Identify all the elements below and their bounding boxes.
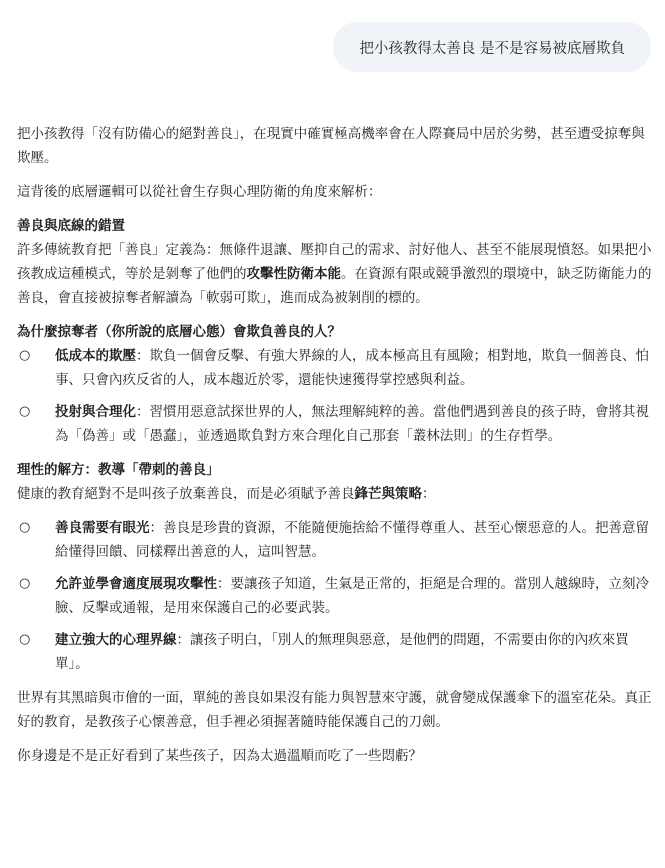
list-item <box>17 400 653 448</box>
list-item <box>17 516 653 564</box>
list-item-title: 低成本的欺壓 <box>55 348 136 364</box>
list-item-text: ：讓孩子明白，「別人的無理與惡意，是他們的問題，不需要由你的內疚來買單」。 <box>55 632 629 672</box>
list-item-text: ：欺負一個會反擊、有強大界線的人，成本極高且有風險；相對地，欺負一個善良、怕事、只會內疚反省的人，成本趨近於零，還能快速獲得掌控感與利益。 <box>55 348 649 388</box>
list-item-title: 善良需要有眼光 <box>55 520 150 536</box>
section-3-heading: 理性的解方：教導「帶刺的善良」 <box>17 462 220 478</box>
circle-bullet-icon: ○ <box>19 632 31 647</box>
list-item-title: 投射與合理化 <box>55 404 136 420</box>
section-1-bold-term: 攻擊性防衛本能 <box>246 266 341 282</box>
response-question: 你身邊是不是正好看到了某些孩子，因為太過溫順而吃了一些悶虧？ <box>17 748 422 764</box>
list-item <box>17 344 653 392</box>
response-intro: 把小孩教得「沒有防備心的絕對善良」，在現實中確實極高機率會在人際賽局中居於劣勢，甚至遭受掠奪與欺壓。 <box>17 126 645 166</box>
section-2-heading: 為什麼掠奪者（你所說的底層心態）會欺負善良的人？ <box>17 324 341 340</box>
user-message-bubble <box>333 22 651 72</box>
list-item <box>17 628 653 676</box>
assistant-response <box>17 122 653 768</box>
response-intro-2: 這背後的底層邏輯可以從社會生存與心理防衛的角度來解析： <box>17 184 382 200</box>
section-1-body: 許多傳統教育把「善良」定義為：無條件退讓、壓抑自己的需求、討好他人、甚至不能展現憤怒。如果把小孩教成這種模式，等於是剝奪了他們的攻擊性防衛本能。在資源有限或競爭激烈的環境中，缺乏防衛能力的善良，會直接被掠奪者解讀為「軟弱可欺」，進而成為被剝削的標的。 <box>17 242 652 306</box>
circle-bullet-icon: ○ <box>19 520 31 535</box>
user-message-text: 把小孩教得太善良 是不是容易被底層欺負 <box>359 40 625 57</box>
list-item-text: ：善良是珍貴的資源，不能隨便施捨給不懂得尊重人、甚至心懷惡意的人。把善意留給懂得回饋、同樣釋出善意的人，這叫智慧。 <box>55 520 649 560</box>
circle-bullet-icon: ○ <box>19 348 31 363</box>
section-3-list <box>17 516 653 676</box>
circle-bullet-icon: ○ <box>19 404 31 419</box>
list-item <box>17 572 653 620</box>
section-2-list <box>17 344 653 448</box>
section-3-body: 健康的教育絕對不是叫孩子放棄善良，而是必須賦予善良鋒芒與策略： <box>17 486 436 502</box>
list-item-text: ：習慣用惡意試探世界的人，無法理解純粹的善。當他們遇到善良的孩子時，會將其視為「偽善」或「愚蠢」，並透過欺負對方來合理化自己那套「叢林法則」的生存哲學。 <box>55 404 649 444</box>
list-item-title: 允許並學會適度展現攻擊性 <box>55 576 217 592</box>
list-item-title: 建立強大的心理界線 <box>55 632 177 648</box>
circle-bullet-icon: ○ <box>19 576 31 591</box>
section-3-bold-term: 鋒芒與策略 <box>354 486 422 502</box>
section-1-heading: 善良與底線的錯置 <box>17 218 125 234</box>
list-item-text: ：要讓孩子知道，生氣是正常的，拒絕是合理的。當別人越線時，立刻冷臉、反擊或通報，是用來保護自己的必要武裝。 <box>55 576 649 616</box>
response-conclusion: 世界有其黑暗與市儈的一面，單純的善良如果沒有能力與智慧來守護，就會變成保護傘下的溫室花朵。真正好的教育，是教孩子心懷善意，但手裡必須握著隨時能保護自己的刀劍。 <box>17 690 652 730</box>
